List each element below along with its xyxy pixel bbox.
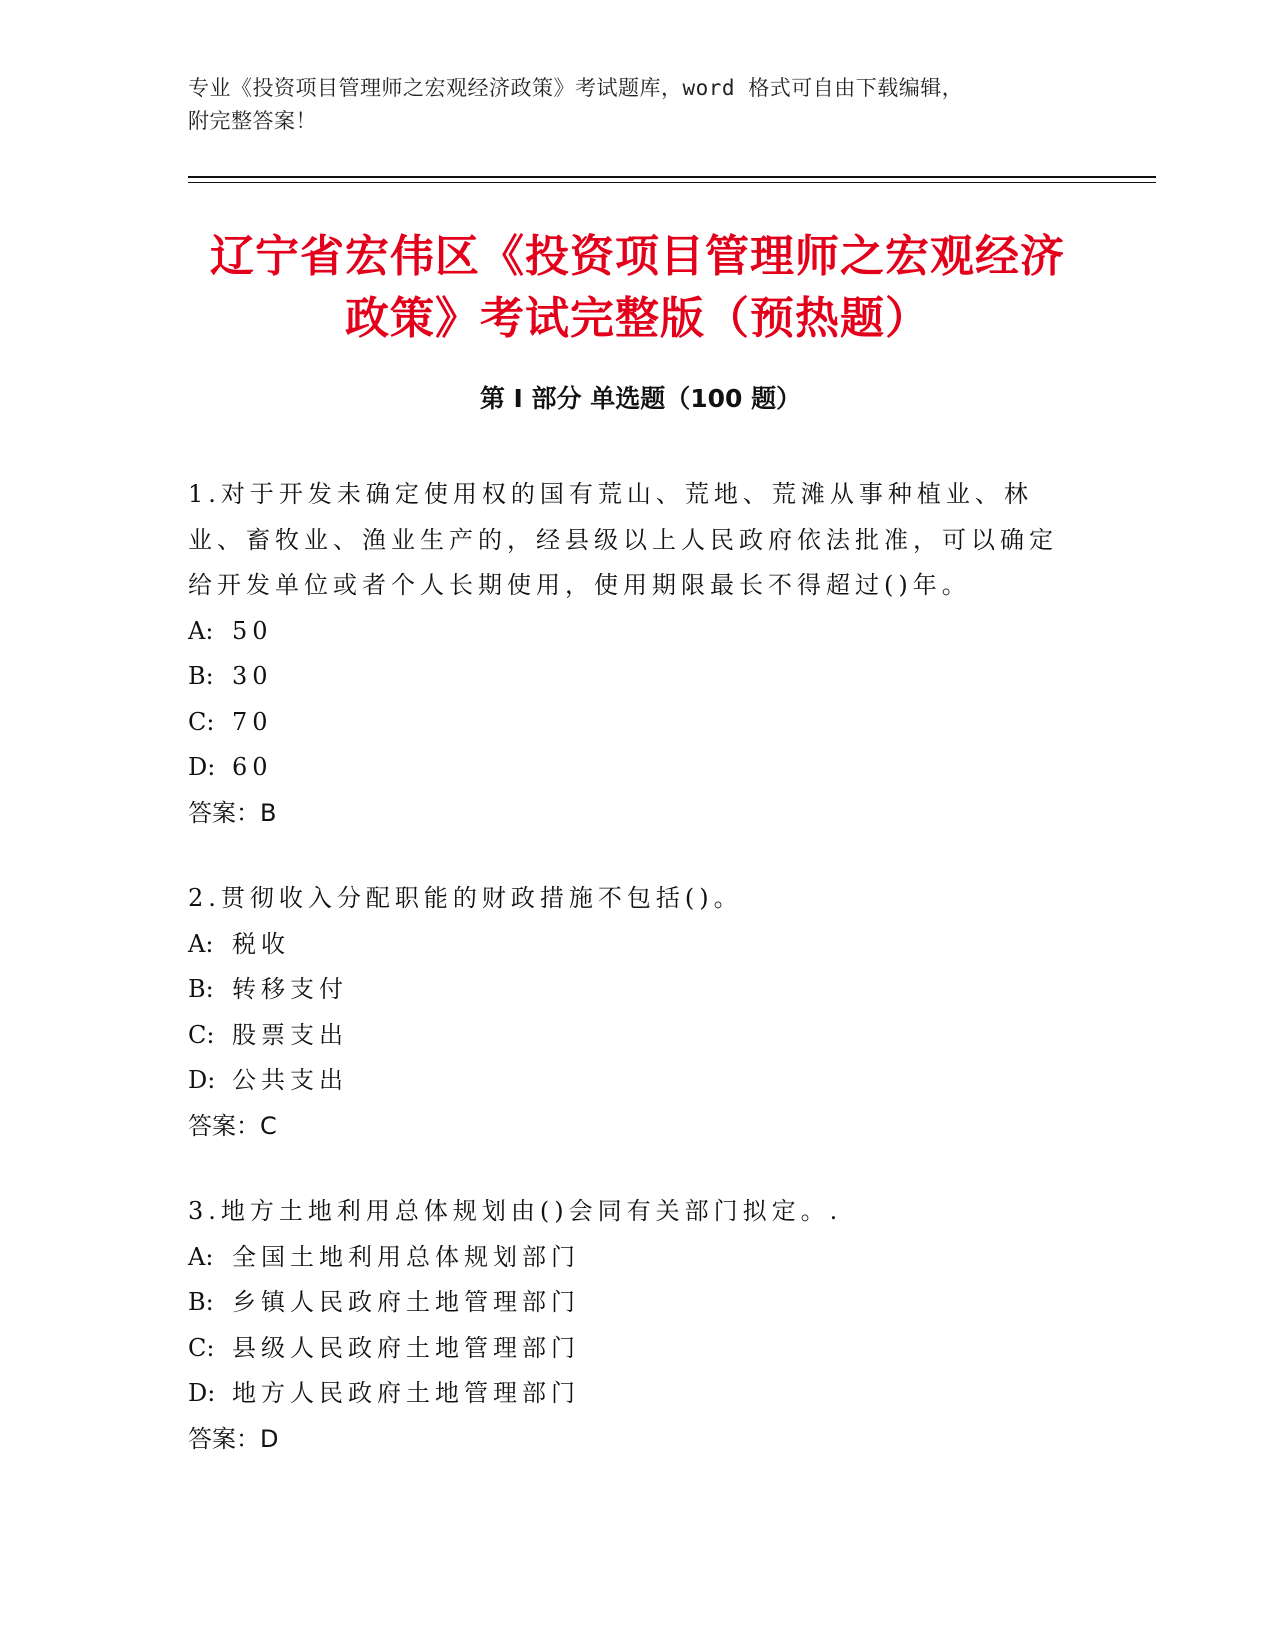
header-note-line-1: 专业《投资项目管理师之宏观经济政策》考试题库，word 格式可自由下载编辑， [188, 76, 964, 100]
option-text: 地方人民政府土地管理部门 [232, 1379, 580, 1407]
question-list [188, 472, 1068, 1502]
option-text: 50 [232, 616, 273, 645]
document-title [160, 226, 1115, 350]
option-d [188, 1371, 1068, 1417]
option-b [188, 1280, 1068, 1326]
option-text: 股票支出 [232, 1020, 348, 1049]
option-text: 全国土地利用总体规划部门 [232, 1242, 580, 1271]
option-b [188, 967, 1068, 1013]
option-c [188, 1013, 1068, 1059]
option-key: B: [188, 1288, 214, 1316]
answer-line: 答案：B [188, 798, 277, 827]
option-d [188, 745, 1068, 791]
option-c [188, 700, 1068, 746]
question-stem: 3.地方土地利用总体规划由()会同有关部门拟定。. [188, 1197, 843, 1225]
option-key: C: [188, 1020, 215, 1049]
option-text: 转移支付 [232, 975, 348, 1003]
option-a [188, 922, 1068, 968]
option-key: D: [188, 1379, 216, 1407]
header-note-line-2: 附完整答案！ [188, 109, 317, 133]
question-1 [188, 472, 1068, 836]
option-key: A: [188, 929, 214, 958]
header-divider-thin [188, 182, 1156, 183]
option-text: 30 [232, 662, 273, 690]
option-text: 公共支出 [232, 1066, 348, 1094]
document-title-line-1: 辽宁省宏伟区《投资项目管理师之宏观经济 [210, 231, 1065, 282]
option-text: 70 [232, 707, 273, 736]
answer-line: 答案：C [188, 1111, 277, 1140]
section-heading: 第 I 部分 单选题（100 题） [479, 384, 802, 413]
option-c [188, 1326, 1068, 1372]
option-key: D: [188, 1066, 216, 1094]
option-key: B: [188, 662, 214, 690]
option-text: 乡镇人民政府土地管理部门 [232, 1288, 580, 1316]
option-key: A: [188, 616, 214, 645]
header-divider-thick [188, 176, 1156, 178]
option-text: 县级人民政府土地管理部门 [232, 1333, 580, 1362]
option-key: C: [188, 707, 215, 736]
option-text: 60 [232, 753, 273, 781]
option-key: B: [188, 975, 214, 1003]
option-key: A: [188, 1242, 214, 1271]
question-stem: 1.对于开发未确定使用权的国有荒山、荒地、荒滩从事种植业、林业、畜牧业、渔业生产的，经县级以上人民政府依法批准，可以确定给开发单位或者个人长期使用，使用期限最长不得超过()年。 [188, 480, 1058, 599]
answer-line: 答案：D [188, 1424, 279, 1453]
question-2 [188, 876, 1068, 1149]
option-key: D: [188, 753, 216, 781]
option-text: 税收 [232, 929, 290, 958]
option-a [188, 609, 1068, 655]
option-b [188, 654, 1068, 700]
option-a [188, 1235, 1068, 1281]
document-title-line-2: 政策》考试完整版（预热题） [345, 293, 930, 344]
question-stem: 2.贯彻收入分配职能的财政措施不包括()。 [188, 884, 743, 912]
option-key: C: [188, 1333, 215, 1362]
question-3 [188, 1189, 1068, 1462]
option-d [188, 1058, 1068, 1104]
header-note [188, 72, 1088, 138]
